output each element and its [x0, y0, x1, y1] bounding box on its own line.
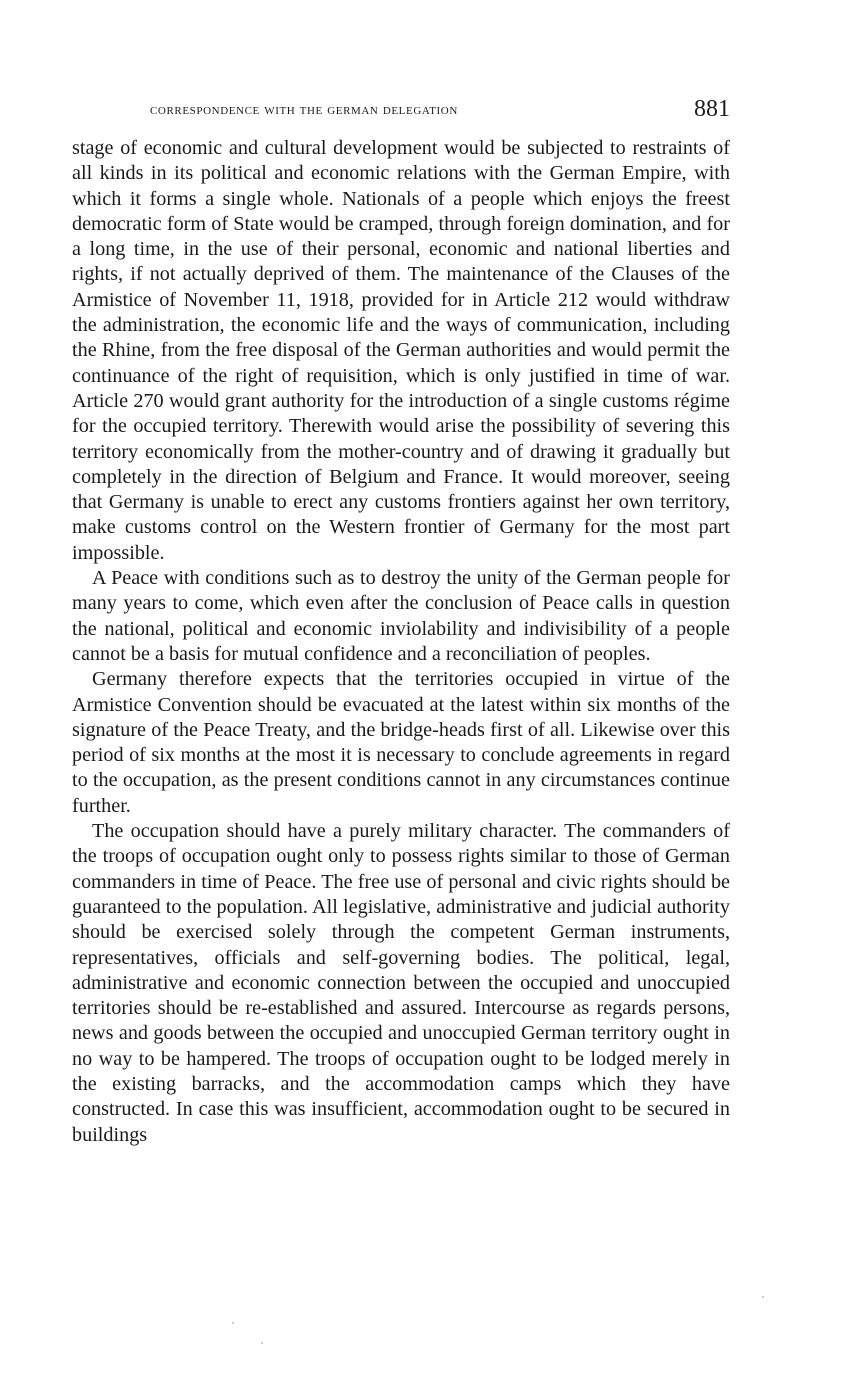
paragraph-continuation: stage of economic and cultural development would be subjected to restraints of all kinds in its political and economic relations with the German Empire, with which it forms a single whole. Nationals of a people which enjoys the freest democratic form of State would be cramped, through foreign domination, and for a long time, in the use of their personal, economic and national liberties and rights, if not actually deprived of them. The maintenance of the Clauses of the Armistice of November 11, 1918, provided for in Article 212 would withdraw the administration, the economic life and the ways of communication, including the Rhine, from the free disposal of the German authorities and would permit the continuance of the right of requisition, which is only justified in time of war. Article 270 would grant authority for the introduction of a single customs régime for the occupied territory. Therewith would arise the possibility of severing this territory economically from the mother-country and of drawing it gradually but completely in the direction of Belgium and France. It would moreover, seeing that Germany is unable to erect any customs frontiers against her own territory, make customs control on the Western frontier of Germany for the most part impossible. [72, 137, 730, 564]
running-title: correspondence with the german delegation [150, 102, 458, 118]
document-page [72, 96, 730, 1148]
scan-speck [762, 1296, 764, 1298]
page-number: 881 [694, 96, 730, 122]
paragraph-peace-conditions: A Peace with conditions such as to destroy the unity of the German people for many years to come, which even after the conclusion of Peace calls in question the national, political and economic inviolability and indivisibility of a people cannot be a basis for mutual confidence and a reconciliation of peoples. [72, 567, 730, 665]
paragraph-evacuation: Germany therefore expects that the territories occupied in virtue of the Armistice Convention should be evacuated at the latest within six months of the signature of the Peace Treaty, and the bridge-heads first of all. Likewise over this period of six months at the most it is necessary to conclude agreements in regard to the occupation, as the present conditions cannot in any circumstances continue further. [72, 668, 730, 817]
scan-speck [232, 1322, 234, 1324]
body-text [72, 136, 730, 1148]
running-head [72, 96, 730, 126]
paragraph-occupation-character: The occupation should have a purely military character. The commanders of the troops of occupation ought only to possess rights similar to those of German commanders in time of Peace. The free use of personal and civic rights should be guaranteed to the population. All legislative, administrative and judicial authority should be exercised solely through the competent German instruments, representatives, officials and self-governing bodies. The political, legal, administrative and economic connection between the occupied and unoccupied territories should be re-established and assured. Intercourse as regards persons, news and goods between the occupied and unoccupied German territory ought in no way to be hampered. The troops of occupation ought to be lodged merely in the existing barracks, and the accommodation camps which they have constructed. In case this was insufficient, accommodation ought to be secured in buildings [72, 820, 730, 1146]
scan-speck [261, 1342, 263, 1344]
